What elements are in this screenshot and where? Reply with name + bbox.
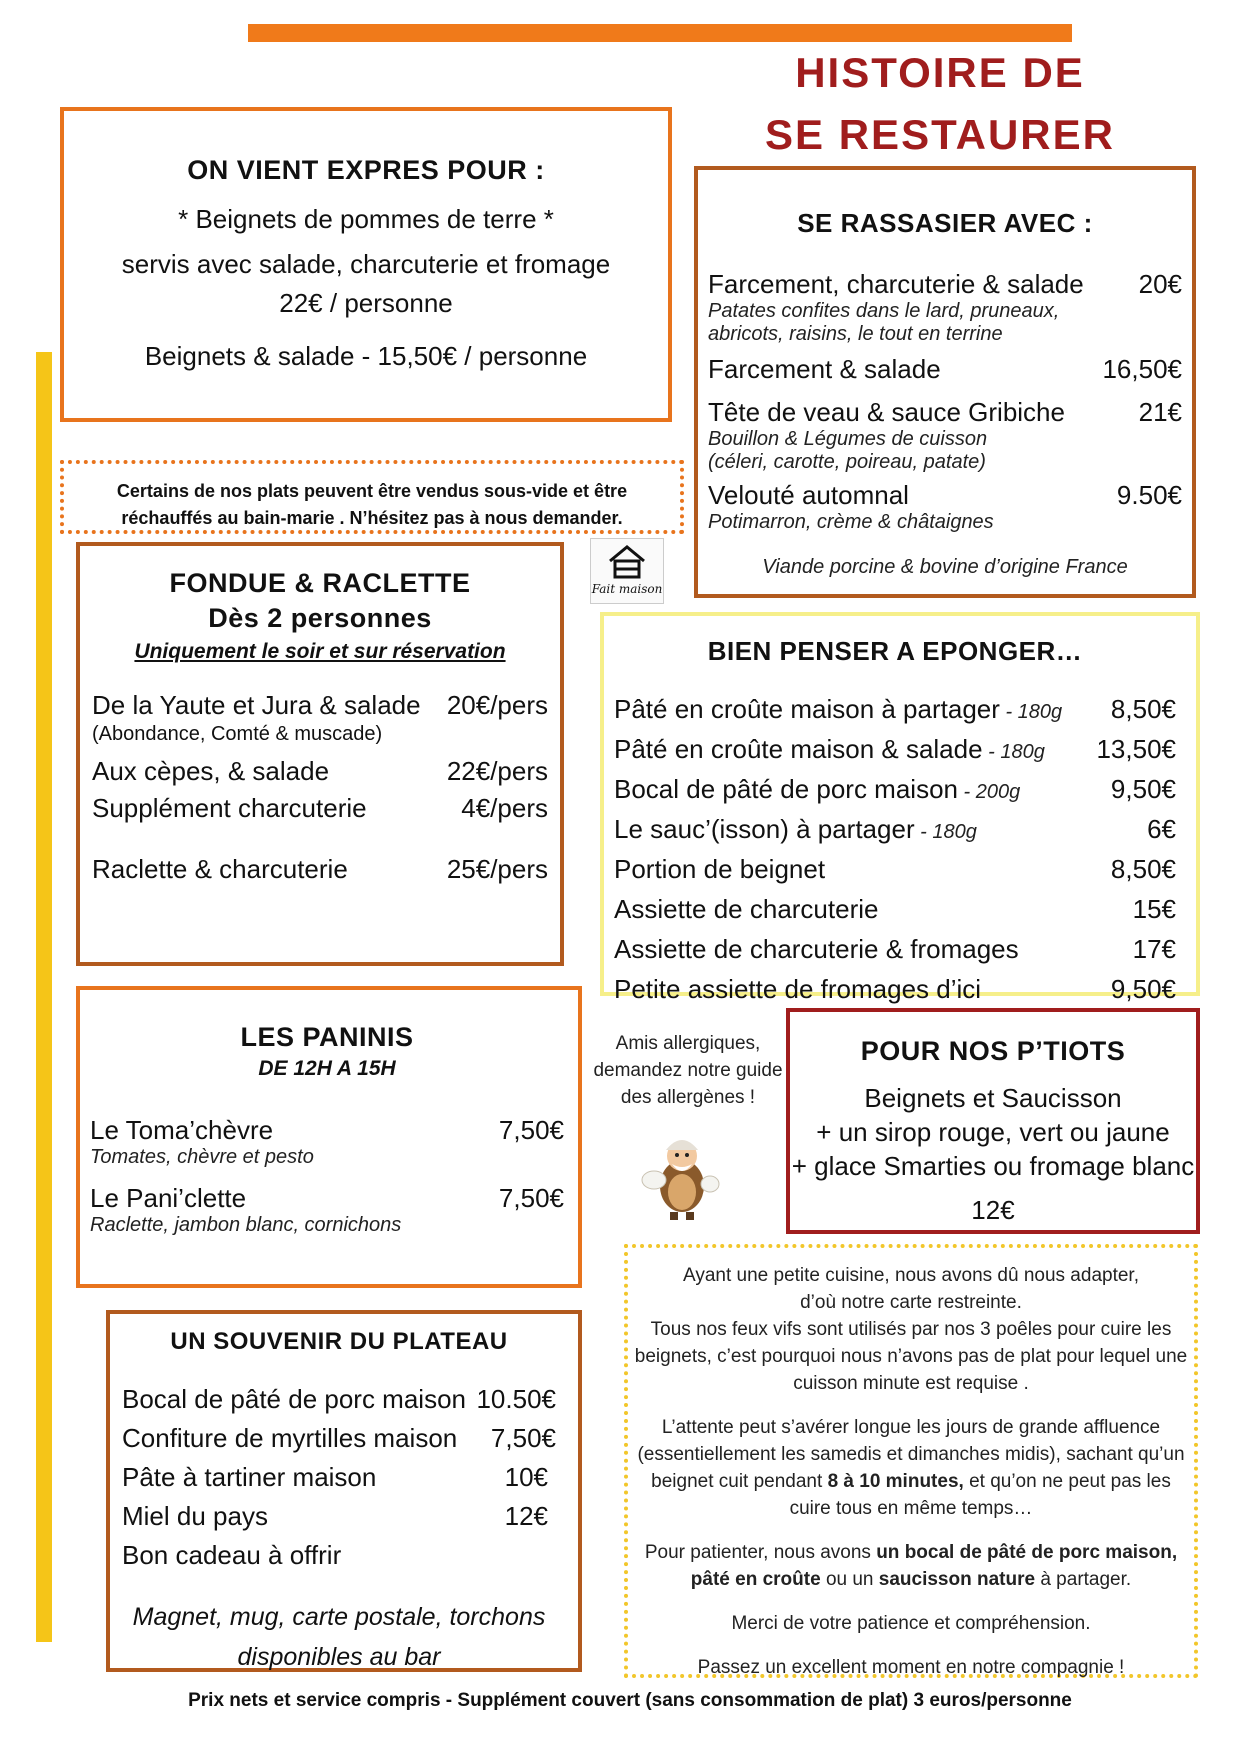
item-name: Pâté en croûte maison & salade	[614, 734, 983, 764]
item-weight: - 200g	[958, 781, 1021, 803]
menu-item	[614, 851, 1176, 891]
kitchen-info-box	[624, 1244, 1198, 1678]
item-name: Le Pani’clette	[90, 1183, 247, 1213]
info-line: L’attente peut s’avérer longue les jours de grande affluence	[661, 1417, 1161, 1438]
chef-mascot-illustration	[636, 1126, 728, 1222]
menu-item	[92, 854, 548, 885]
info-line: d’où notre carte restreinte.	[800, 1292, 1022, 1313]
souvenir-box	[106, 1310, 582, 1672]
item-price: 9,50€	[1110, 774, 1176, 804]
expres-price: 22€ / personne	[279, 288, 453, 318]
item-name: Assiette de charcuterie	[614, 894, 879, 924]
item-price: 10€	[504, 1462, 548, 1492]
item-name: Farcement, charcuterie & salade	[708, 269, 1084, 299]
item-name: Farcement & salade	[708, 354, 941, 384]
item-price: 17€	[1132, 934, 1176, 964]
item-name: Petite assiette de fromages d’ici	[614, 974, 982, 1004]
allergies-line-2: demandez notre guide	[593, 1060, 783, 1081]
origin-note: Viande porcine & bovine d’origine France	[762, 556, 1128, 578]
item-weight: - 180g	[914, 821, 977, 843]
item-name: Raclette & charcuterie	[92, 854, 348, 884]
item-price: 9.50€	[1116, 480, 1182, 510]
item-name: Velouté automnal	[708, 480, 909, 510]
item-name: Le sauc’(isson) à partager	[614, 814, 915, 844]
menu-item	[614, 971, 1176, 1011]
item-price: 8,50€	[1110, 854, 1176, 884]
menu-item	[92, 690, 548, 721]
sousvide-line-1: Certains de nos plats peuvent être vendus sous-vide et être	[116, 481, 628, 501]
souvenir-footer	[122, 1597, 556, 1677]
info-line: Passez un excellent moment en notre compagnie !	[697, 1657, 1125, 1678]
souvenir-footer-line-2: disponibles au bar	[237, 1643, 441, 1671]
item-desc: abricots, raisins, le tout en terrine	[708, 323, 1003, 345]
item-name: Le Toma’chèvre	[90, 1115, 274, 1145]
ptiots-line-3: + glace Smarties ou fromage blanc	[791, 1151, 1195, 1181]
info-text: beignet cuit pendant	[651, 1471, 828, 1492]
rassasier-heading: SE RASSASIER AVEC :	[797, 208, 1093, 238]
item-desc: Bouillon & Légumes de cuisson	[708, 428, 988, 450]
eponger-box	[600, 612, 1200, 1004]
ptiots-line-2: + un sirop rouge, vert ou jaune	[816, 1117, 1170, 1147]
info-line: Merci de votre patience et compréhension.	[731, 1613, 1091, 1634]
info-line: cuire tous en même temps…	[789, 1498, 1033, 1519]
info-line: cuisson minute est requise .	[793, 1373, 1029, 1394]
info-bold: un bocal de pâté de porc maison,	[876, 1542, 1178, 1563]
item-name: Bon cadeau à offrir	[122, 1540, 342, 1570]
menu-item	[708, 269, 1182, 300]
item-name: Confiture de myrtilles maison	[122, 1423, 458, 1453]
info-bold: pâté en croûte	[690, 1569, 821, 1590]
menu-item	[708, 354, 1182, 385]
souvenir-footer-line-1: Magnet, mug, carte postale, torchons	[132, 1603, 546, 1631]
info-line	[632, 1566, 1190, 1593]
menu-item	[614, 771, 1176, 811]
info-line: beignets, c’est pourquoi nous n’avons pas de plat pour lequel une	[634, 1346, 1188, 1367]
item-price: 20€	[1138, 269, 1182, 299]
item-name: Supplément charcuterie	[92, 793, 367, 823]
fait-maison-badge	[590, 538, 664, 604]
fait-maison-label: Fait maison	[591, 582, 663, 596]
souvenir-heading: UN SOUVENIR DU PLATEAU	[170, 1328, 508, 1355]
menu-item	[122, 1540, 556, 1571]
menu-item	[122, 1423, 556, 1454]
item-name: Miel du pays	[122, 1501, 268, 1531]
sousvide-line-2: réchauffés au bain-marie . N’hésitez pas à nous demander.	[121, 508, 623, 528]
expres-alt: Beignets & salade - 15,50€ / personne	[144, 341, 588, 371]
item-price: 12€	[504, 1501, 548, 1531]
rassasier-box	[694, 166, 1196, 598]
item-price: 21€	[1138, 397, 1182, 427]
sousvide-note	[60, 460, 684, 534]
fondue-note: Uniquement le soir et sur réservation	[134, 640, 506, 663]
paninis-box	[76, 986, 582, 1288]
item-name: Bocal de pâté de porc maison	[122, 1384, 466, 1414]
item-desc: (céleri, carotte, poireau, patate)	[708, 451, 986, 473]
item-price: 8,50€	[1110, 694, 1176, 724]
item-price: 20€/pers	[446, 690, 548, 720]
title-line-1: HISTOIRE DE	[795, 49, 1085, 96]
ptiots-heading: POUR NOS P’TIOTS	[860, 1036, 1126, 1066]
allergies-line-3: des allergènes !	[620, 1087, 756, 1108]
expres-heading: ON VIENT EXPRES POUR :	[187, 155, 545, 185]
item-price: 15€	[1132, 894, 1176, 924]
item-name: Pâté en croûte maison à partager	[614, 694, 1000, 724]
item-price: 16,50€	[1102, 354, 1182, 384]
item-name: De la Yaute et Jura & salade	[92, 690, 421, 720]
menu-item	[708, 480, 1182, 511]
ptiots-box	[786, 1008, 1200, 1234]
info-bold: saucisson nature	[878, 1569, 1036, 1590]
top-accent-bar	[248, 24, 1072, 42]
ptiots-price: 12€	[971, 1195, 1015, 1225]
item-weight: - 180g	[982, 741, 1045, 763]
item-desc: Patates confites dans le lard, pruneaux,	[708, 300, 1060, 322]
item-desc: (Abondance, Comté & muscade)	[92, 723, 383, 745]
menu-item	[122, 1462, 556, 1493]
menu-item	[122, 1501, 556, 1532]
info-text: Pour patienter, nous avons	[644, 1542, 877, 1563]
menu-item	[92, 756, 548, 787]
fondue-heading: FONDUE & RACLETTE	[169, 568, 471, 598]
menu-item	[122, 1384, 556, 1415]
item-desc: Tomates, chèvre et pesto	[90, 1146, 314, 1168]
page-title	[740, 42, 1140, 166]
expres-box	[60, 107, 672, 422]
fondue-box	[76, 542, 564, 966]
menu-item	[90, 1115, 564, 1146]
side-accent-bar	[36, 352, 52, 1642]
menu-item	[90, 1183, 564, 1214]
item-name: Aux cèpes, & salade	[92, 756, 330, 786]
allergies-note	[588, 1030, 788, 1111]
paninis-hours: DE 12H A 15H	[258, 1057, 396, 1080]
info-line	[632, 1539, 1190, 1566]
menu-item	[614, 931, 1176, 971]
ptiots-line-1: Beignets et Saucisson	[864, 1083, 1122, 1113]
menu-item	[614, 891, 1176, 931]
info-line	[632, 1468, 1190, 1495]
item-desc: Raclette, jambon blanc, cornichons	[90, 1214, 402, 1236]
fondue-subheading: Dès 2 personnes	[208, 603, 432, 633]
expres-served: servis avec salade, charcuterie et fromage	[121, 249, 611, 279]
info-line: Ayant une petite cuisine, nous avons dû nous adapter,	[683, 1265, 1139, 1286]
info-line: (essentiellement les samedis et dimanches midis), sachant qu’un	[637, 1444, 1185, 1465]
item-price: 10.50€	[476, 1384, 556, 1414]
title-line-2: SE RESTAURER	[765, 111, 1115, 158]
item-price: 6€	[1147, 814, 1176, 844]
item-price: 7,50€	[490, 1423, 556, 1453]
page-footer: Prix nets et service compris - Supplément couvert (sans consommation de plat) 3 euros/personne	[188, 1690, 1072, 1711]
menu-item	[614, 731, 1176, 771]
expres-star-line: * Beignets de pommes de terre *	[178, 204, 554, 234]
item-price: 7,50€	[498, 1115, 564, 1145]
item-desc: Potimarron, crème & châtaignes	[708, 511, 994, 533]
house-icon	[604, 543, 650, 581]
item-name: Assiette de charcuterie & fromages	[614, 934, 1019, 964]
ptiots-body	[790, 1081, 1196, 1183]
menu-item	[614, 811, 1176, 851]
info-text: et qu’on ne peut pas les	[963, 1471, 1171, 1492]
info-bold: 8 à 10 minutes,	[827, 1471, 964, 1492]
item-price: 4€/pers	[461, 793, 548, 823]
menu-item	[92, 793, 548, 824]
allergies-line-1: Amis allergiques,	[615, 1033, 761, 1054]
item-price: 22€/pers	[446, 756, 548, 786]
item-name: Tête de veau & sauce Gribiche	[708, 397, 1065, 427]
item-price: 7,50€	[498, 1183, 564, 1213]
item-price: 13,50€	[1096, 734, 1176, 764]
item-price: 9,50€	[1110, 974, 1176, 1004]
paninis-heading: LES PANINIS	[240, 1022, 414, 1052]
menu-item	[614, 691, 1176, 731]
item-name: Pâte à tartiner maison	[122, 1462, 377, 1492]
info-text: ou un	[820, 1569, 879, 1590]
item-price: 25€/pers	[446, 854, 548, 884]
item-name: Portion de beignet	[614, 854, 826, 884]
info-text: à partager.	[1035, 1569, 1132, 1590]
info-line: Tous nos feux vifs sont utilisés par nos 3 poêles pour cuire les	[650, 1319, 1172, 1340]
item-weight: - 180g	[999, 701, 1063, 723]
item-name: Bocal de pâté de porc maison	[614, 774, 958, 804]
eponger-heading: BIEN PENSER A EPONGER…	[707, 636, 1083, 666]
menu-item	[708, 397, 1182, 428]
